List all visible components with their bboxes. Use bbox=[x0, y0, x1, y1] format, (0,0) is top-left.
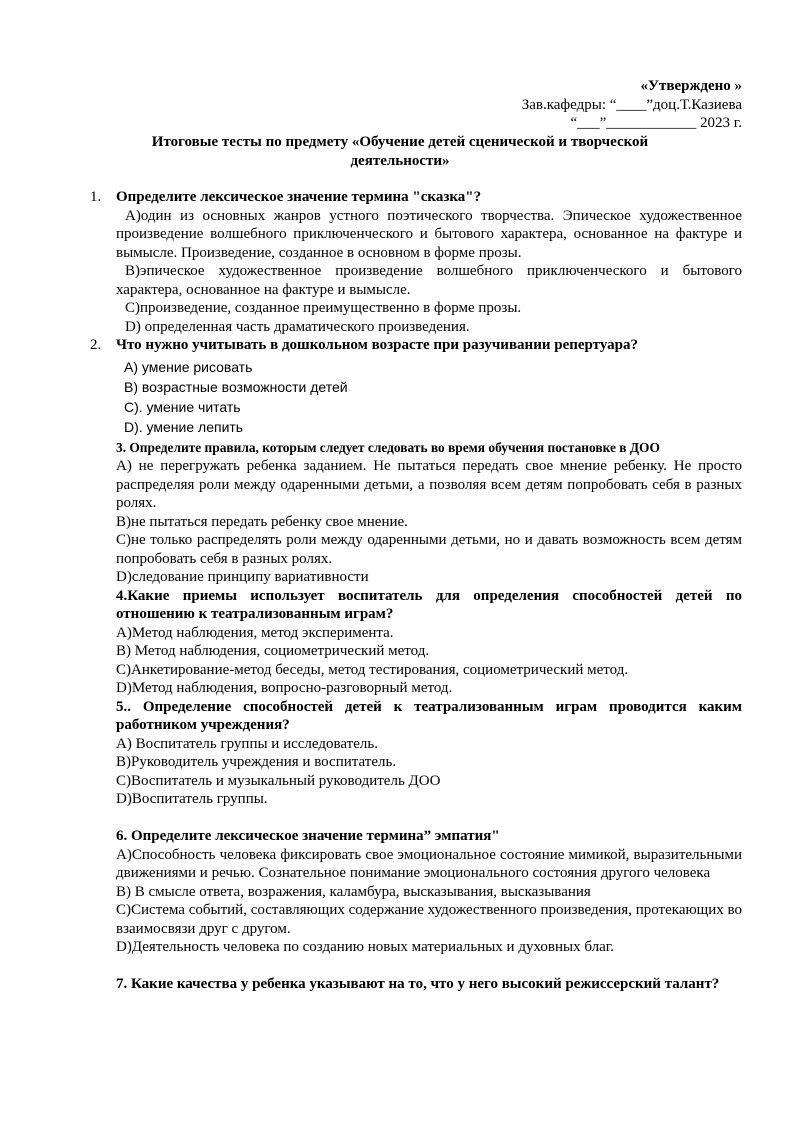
question-1 bbox=[90, 188, 742, 207]
answer-option: В) В смысле ответа, возражения, каламбура, высказывания, высказывания bbox=[116, 883, 591, 900]
test-questions bbox=[90, 188, 742, 994]
question-3: 3. Определите правила, которым следует следовать во время обучения постановке в ДОО bbox=[116, 439, 660, 455]
blank-line bbox=[116, 957, 742, 976]
answer-option: С)Система событий, составляющих содержание художественного произведения, протекающих во взаимосвязи друг с другом. bbox=[116, 902, 742, 937]
approval-block bbox=[522, 77, 742, 133]
answer-option: D). умение лепить bbox=[124, 418, 244, 435]
answer-option: В)Руководитель учреждения и воспитатель. bbox=[116, 754, 397, 770]
document-title-line2: деятельности» bbox=[350, 152, 450, 169]
question-4: 4.Какие приемы использует воспитатель для определения способностей детей по отношению к театрализованным играм? bbox=[116, 587, 742, 622]
question-text: Определите лексическое значение термина "сказка"? bbox=[116, 189, 482, 205]
answer-option: А)Метод наблюдения, метод эксперимента. bbox=[116, 624, 394, 641]
answer-option: С)Воспитатель и музыкальный руководитель ДОО bbox=[116, 772, 441, 789]
answer-option: С)не только распределять роли между одаренными детьми, но и давать возможность всем детям попробовать себя в разных ролях. bbox=[116, 532, 742, 567]
answer-option: С)произведение, созданное преимущественно в форме прозы. bbox=[125, 300, 522, 316]
approval-title: «Утверждено » bbox=[640, 78, 742, 94]
answer-option: В) Метод наблюдения, социометрический метод. bbox=[116, 643, 430, 659]
answer-option: C). умение читать bbox=[124, 398, 241, 415]
answer-option: С)Анкетирование-метод беседы, метод тестирования, социометрический метод. bbox=[116, 661, 629, 678]
answer-option: D)Воспитатель группы. bbox=[116, 791, 268, 807]
answer-option: В)эпическое художественное произведение волшебного приключенческого и бытового характера, основанное на фактуре и вымысле. bbox=[116, 263, 742, 298]
answer-option: D) определенная часть драматического произведения. bbox=[125, 318, 470, 335]
document-title bbox=[120, 133, 680, 170]
question-text: Что нужно учитывать в дошкольном возрасте при разучивании репертуара? bbox=[116, 337, 638, 353]
question-number: 1. bbox=[90, 189, 102, 205]
answer-option: А) Воспитатель группы и исследователь. bbox=[116, 735, 378, 752]
blank-line bbox=[116, 809, 742, 828]
approval-date: “___”____________ 2023 г. bbox=[570, 115, 742, 131]
answer-option: D)Метод наблюдения, вопросно-разговорный метод. bbox=[116, 680, 453, 696]
question-number: 2. bbox=[90, 337, 102, 353]
answer-option: D)Деятельность человека по созданию новых материальных и духовных благ. bbox=[116, 939, 614, 955]
answer-option: А) не перегружать ребенка заданием. Не пытаться передать свое мнение ребенку. Не просто распределяя роли между одаренными детьми, а позволяя всем детям попробовать себя в разных ролях. bbox=[116, 458, 742, 511]
question-5: 5.. Определение способностей детей к театрализованным играм проводится каким работником учреждения? bbox=[116, 698, 742, 733]
question-6: 6. Определите лексическое значение термина” эмпатия" bbox=[116, 828, 500, 844]
answer-option: A) умение рисовать bbox=[124, 358, 253, 375]
answer-option: В)не пытаться передать ребенку свое мнение. bbox=[116, 513, 408, 530]
answer-option: B) возрастные возможности детей bbox=[124, 378, 348, 395]
document-title-line1: Итоговые тесты по предмету «Обучение детей сценической и творческой bbox=[151, 134, 649, 150]
answer-option: А)один из основных жанров устного поэтического творчества. Эпическое художественное произведение волшебного приключенческого и бытового характера, основанное на фактуре и вымысле. Произведение, созданное в основном в форме прозы. bbox=[116, 207, 742, 261]
question-2-options bbox=[116, 355, 742, 439]
question-7: 7. Какие качества у ребенка указывают на то, что у него высокий режиссерский талант? bbox=[116, 976, 720, 992]
answer-option: D)следование принципу вариативности bbox=[116, 569, 369, 585]
answer-option: А)Способность человека фиксировать свое эмоциональное состояние мимикой, выразительными движениями и речью. Сознательное понимание эмоционального состояния другого человека bbox=[116, 846, 742, 881]
approval-head-of-department: Зав.кафедры: “____”доц.Т.Казиева bbox=[521, 96, 742, 113]
question-2 bbox=[90, 336, 742, 355]
